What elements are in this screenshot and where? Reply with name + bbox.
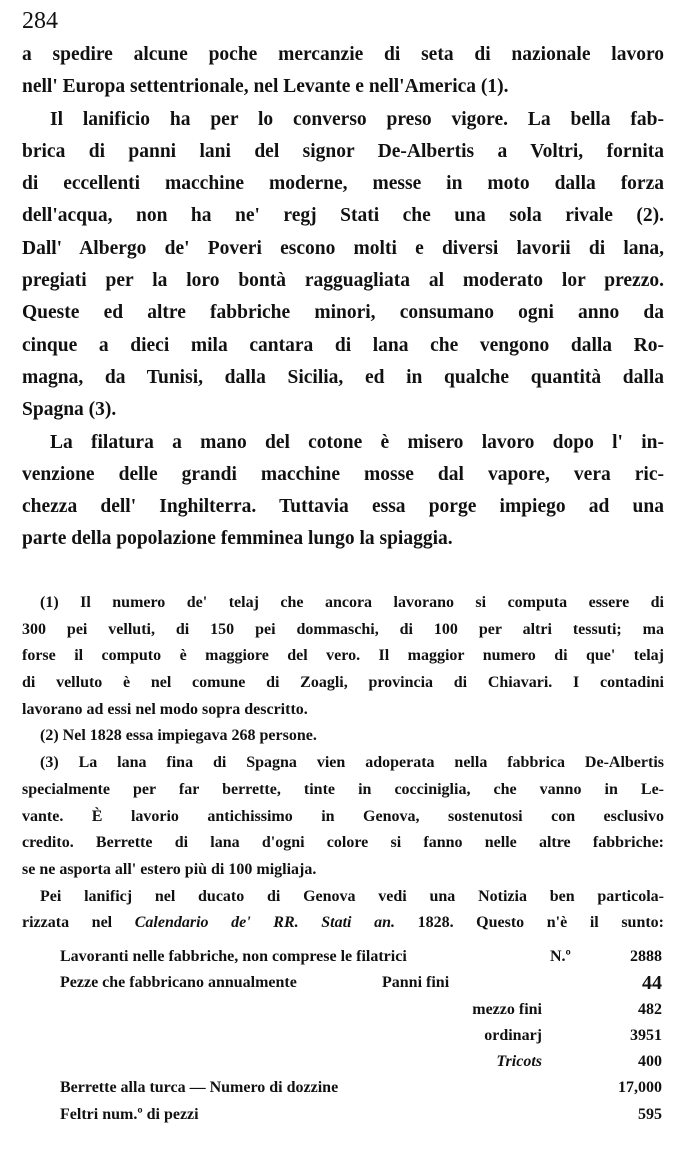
table-row [22,1049,664,1075]
text-line: La filatura a mano del cotone è misero lavoro dopo l' in- [50,431,664,453]
statistics-table [22,944,664,1128]
footnote-line: se ne asporta all' estero più di 100 migliaja. [22,860,317,878]
row-value: 44 [642,972,662,995]
table-row [22,997,664,1023]
footnote-line: (3) La lana fina di Spagna vien adoperata nella fabbrica De-Albertis [40,754,664,772]
number-label: N.º [550,948,571,965]
footnote-line-with-italic [22,910,664,937]
footnote-line: forse il computo è maggiore del vero. Il maggior numero di que' telaj [22,647,664,665]
footnote-line: di velluto è nel comune di Zoagli, provincia di Chiavari. I contadini [22,674,664,692]
footnote-text: 1828. Questo n'è il sunto: [394,914,665,932]
footnote-line: (1) Il numero de' telaj che ancora lavorano si computa essere di [40,594,664,611]
text-line: di eccellenti macchine moderne, messe in moto dalla forza [22,173,664,195]
footnote-line: specialmente per far berrette, tinte in cocciniglia, che vanno in Le- [22,780,664,798]
footnote-line: vante. È lavorio antichissimo in Genova, sostenutosi con esclusivo [22,807,664,825]
text-line: venzione delle grandi macchine mosse dal vapore, vera ric- [22,463,664,485]
row-label: Berrette alla turca — Numero di dozzine [60,1079,339,1097]
row-sublabel: ordinarj [484,1026,542,1044]
table-row [22,970,664,996]
row-label: Lavoranti nelle fabbriche, non comprese le filatrici [60,948,407,965]
row-value: 17,000 [618,1079,662,1097]
text-line: cinque a dieci mila cantara di lana che vengono dalla Ro- [22,334,664,356]
row-sublabel: Tricots [496,1053,542,1071]
text-line: magna, da Tunisi, dalla Sicilia, ed in qualche quantità dalla [22,366,664,388]
row-value: 482 [638,1000,662,1018]
footnote-text: rizzata nel [22,914,135,932]
page-number: 284 [22,8,58,34]
text-line: chezza dell' Inghilterra. Tuttavia essa porge impiego ad una [22,496,664,518]
text-line: Queste ed altre fabbriche minori, consumano ogni anno da [22,302,664,324]
table-row [22,944,664,970]
calendar-title: Calendario de' RR. Stati an. [134,914,395,932]
text-line: brica di panni lani del signor De-Albertis a Voltri, fornita [22,140,664,162]
text-line: a spedire alcune poche mercanzie di seta di nazionale lavoro [22,44,664,65]
table-row [22,1075,664,1101]
text-line: Spagna (3). [22,399,117,421]
footnote-line: credito. Berrette di lana d'ogni colore si fanno nelle altre fabbriche: [22,834,664,852]
main-text [22,39,664,556]
text-line: Dall' Albergo de' Poveri escono molti e diversi lavorii di lana, [22,237,664,259]
text-line: nell' Europa settentrionale, nel Levante e nell'America (1). [22,76,509,98]
footnotes [22,590,664,937]
text-line: Il lanificio ha per lo converso preso vigore. La bella fab- [50,108,664,130]
footnote-line: (2) Nel 1828 essa impiegava 268 persone. [40,727,317,745]
row-sublabel: Panni fini [382,974,450,992]
row-label: Pezze che fabbricano annualmente [60,974,297,992]
row-label: Feltri num.º di pezzi [60,1105,199,1123]
row-value: 2888 [630,948,662,965]
table-row [22,1023,664,1049]
row-value: 3951 [630,1026,662,1044]
row-value: 595 [638,1105,662,1123]
table-row [22,1102,664,1128]
text-line: dell'acqua, non ha ne' regj Stati che una sola rivale (2). [22,205,664,227]
footnote-line: 300 pei velluti, di 150 pei dommaschi, di 100 per altri tessuti; ma [22,620,664,638]
text-line: parte della popolazione femminea lungo la spiaggia. [22,528,453,550]
row-sublabel: mezzo fini [472,1000,542,1018]
footnote-line: Pei lanificj nel ducato di Genova vedi una Notizia ben particola- [40,887,664,905]
footnote-line: lavorano ad essi nel modo sopra descritto. [22,700,308,718]
text-line: pregiati per la loro bontà ragguagliata al moderato lor prezzo. [22,270,664,292]
row-value: 400 [638,1053,662,1071]
